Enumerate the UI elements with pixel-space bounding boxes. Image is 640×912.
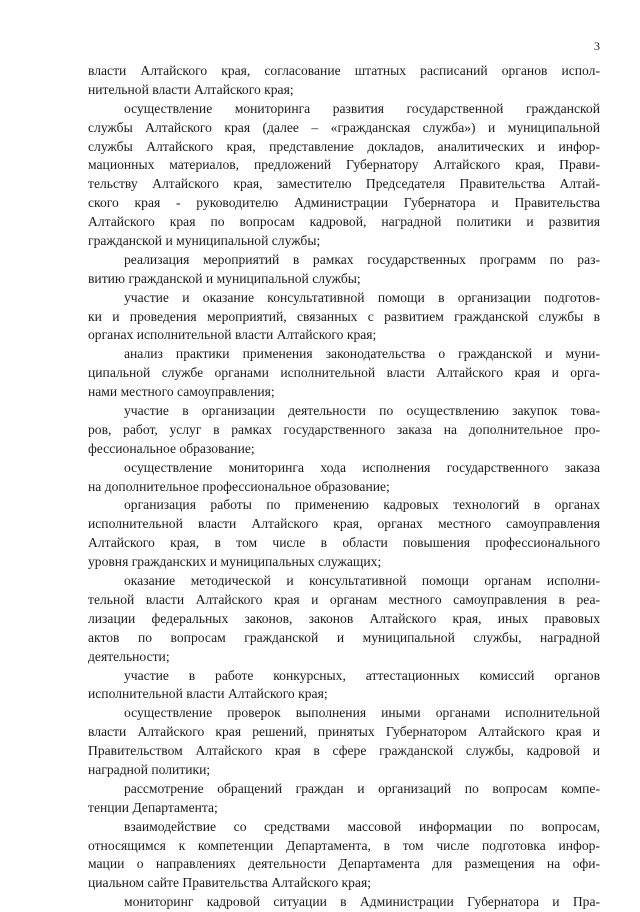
text-line: Алтайского края, в том числе в области повышения профессионального [88, 535, 600, 551]
text-line: уровня гражданских и муниципальных служащих; [88, 554, 382, 570]
text-line: нами местного самоуправления; [88, 384, 275, 400]
text-line: на дополнительное профессиональное образование; [88, 478, 390, 494]
text-line: тенции Департамента; [88, 799, 218, 815]
text-line: ского края - руководителю Администрации Губернатора и Правительства [88, 195, 600, 211]
text-line: тельству Алтайского края, заместителю Председателя Правительства Алтай- [88, 176, 600, 192]
text-line: актов по вопросам гражданской и муниципальной службы, наградной [88, 629, 600, 645]
text-line: мационных материалов, предложений Губернатору Алтайского края, Прави- [88, 157, 600, 173]
text-line: реализация мероприятий в рамках государственных программ по раз- [124, 251, 600, 267]
text-line: тельной власти Алтайского края и органам местного самоуправления в реа- [88, 591, 600, 607]
text-line: мации о направлениях деятельности Департамента для размещения на офи- [88, 856, 600, 872]
text-line: участие в работе конкурсных, аттестационных комиссий органов [124, 667, 600, 683]
text-line: осуществление мониторинга развития государственной гражданской [124, 100, 600, 116]
text-line: ров, работ, услуг в рамках государственного заказа на дополнительное про- [88, 421, 600, 437]
text-line: власти Алтайского края, согласование штатных расписаний органов испол- [88, 63, 600, 78]
text-line: участие в организации деятельности по осуществлению закупок това- [124, 403, 600, 419]
text-line: участие и оказание консультативной помощи в организации подготов- [124, 289, 600, 305]
text-line: циальном сайте Правительства Алтайского края; [88, 875, 371, 891]
text-line: Алтайского края по вопросам кадровой, наградной политики и развития [88, 214, 600, 230]
text-line: исполнительной власти Алтайского края, органах местного самоуправления [88, 516, 600, 532]
text-line: осуществление мониторинга хода исполнения государственного заказа [124, 459, 600, 475]
text-line: оказание методической и консультативной помощи органам исполни- [124, 573, 600, 589]
text-line: рассмотрение обращений граждан и организаций по вопросам компе- [124, 780, 600, 796]
text-line: ципальной службе органами исполнительной власти Алтайского края и орга- [88, 365, 600, 381]
text-line: службы Алтайского края (далее – «гражданская служба») и муниципальной [88, 119, 600, 135]
text-line: анализ практики применения законодательства о гражданской и муни- [124, 346, 600, 362]
text-line: Правительством Алтайского края в сфере гражданской службы, кадровой и [88, 743, 600, 759]
page-number: 3 [594, 39, 600, 53]
text-line: гражданской и муниципальной службы; [88, 233, 321, 249]
text-line: наградной политики; [88, 761, 211, 777]
text-line: мониторинг кадровой ситуации в Администрации Губернатора и Пра- [124, 894, 600, 910]
body-text [88, 62, 600, 912]
text-line: нительной власти Алтайского края; [88, 81, 294, 97]
text-line: исполнительной власти Алтайского края; [88, 686, 328, 702]
text-line: лизации федеральных законов, законов Алтайского края, иных правовых [88, 610, 600, 626]
text-line: деятельности; [88, 648, 170, 664]
text-line: власти Алтайского края решений, принятых Губернатором Алтайского края и [88, 724, 600, 740]
text-line: организация работы по применению кадровых технологий в органах [124, 497, 600, 513]
text-line: витию гражданской и муниципальной службы; [88, 270, 361, 286]
text-line: взаимодействие со средствами массовой информации по вопросам, [124, 818, 600, 834]
text-line: органах исполнительной власти Алтайского края; [88, 327, 377, 343]
text-line: фессиональное образование; [88, 440, 255, 456]
text-line: ки и проведения мероприятий, связанных с развитием гражданской службы в [88, 308, 600, 324]
text-line: осуществление проверок выполнения иными органами исполнительной [124, 705, 600, 721]
text-line: относящимся к компетенции Департамента, в том числе подготовка инфор- [88, 837, 600, 853]
text-line: службы Алтайского края, представление докладов, аналитических и инфор- [88, 138, 600, 154]
